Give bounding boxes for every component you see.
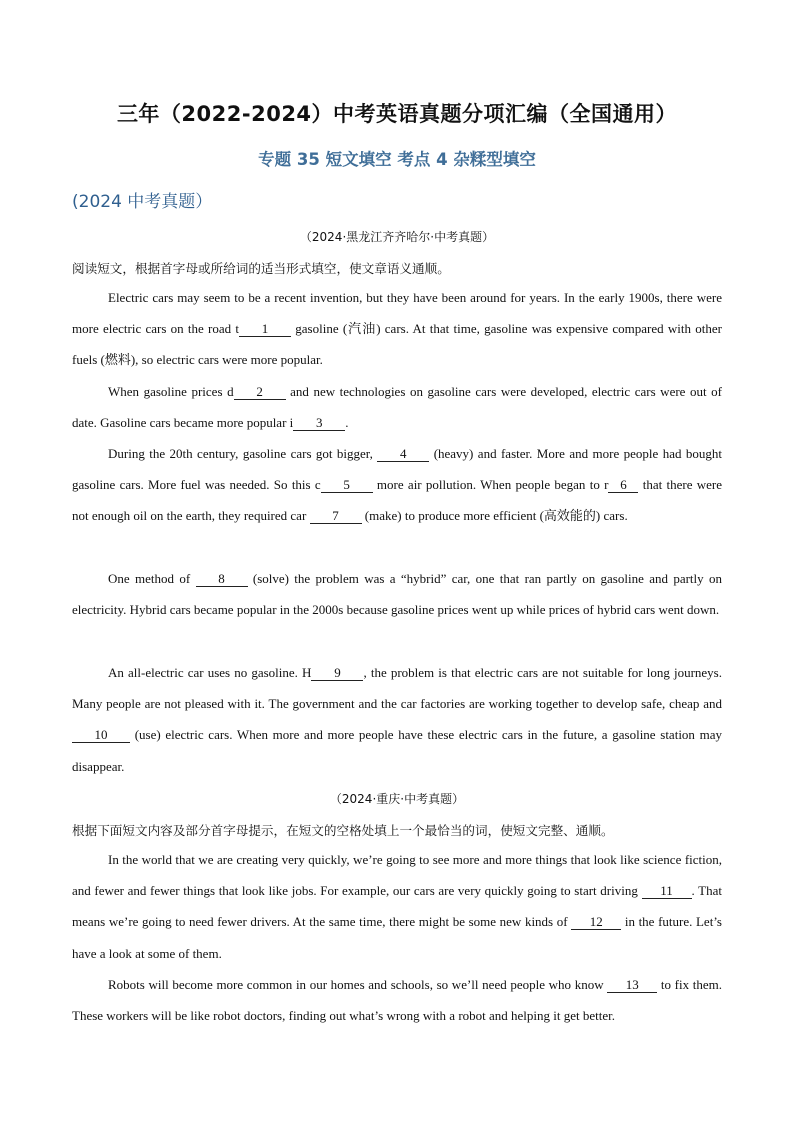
blank-2[interactable]: 2 [234,385,286,400]
document-title: 三年（2022-2024）中考英语真题分项汇编（全国通用） [116,102,678,126]
blank-7[interactable]: 7 [310,509,362,524]
blank-4[interactable]: 4 [377,447,429,462]
blank-1[interactable]: 1 [239,322,291,337]
year-heading: (2024 中考真题） [72,192,213,212]
blank-5[interactable]: 5 [321,478,373,493]
passage2-instruction: 根据下面短文内容及部分首字母提示，在短文的空格处填上一个最恰当的词，使短文完整、通顺。 [72,823,614,838]
blank-6[interactable]: 6 [608,478,638,493]
passage1-paragraph-2: When gasoline prices d 2 and new technologies on gasoline cars were developed, electric cars were out of date. Gasoline cars became more popular i 3 . [72,384,722,431]
passage1-paragraph-4: One method of 8 (solve) the problem was a “hybrid” car, one that ran partly on gasoline and partly on electricity. Hybrid cars became popular in the 2000s because gasoline prices went up while prices of hybrid cars went down. [72,571,722,618]
passage1-paragraph-3: During the 20th century, gasoline cars got bigger, 4 (heavy) and faster. More and more people had bought gasoline cars. More fuel was needed. So this c 5 more air pollution. When people began to r 6 that there were not enough oil on the earth, they required car 7 (make) to produce more efficient (高效能的) cars. [72,446,723,524]
blank-12[interactable]: 12 [571,915,621,930]
blank-13[interactable]: 13 [607,978,657,993]
passage1-paragraph-5: An all-electric car uses no gasoline. H 9 , the problem is that electric cars are not suitable for long journeys. Many people are not pleased with it. The government and the car factories are working together to develop safe, cheap and 10 (use) electric cars. When more and more people have these electric cars in the future, a gasoline station may disappear. [72,665,722,774]
blank-3[interactable]: 3 [293,416,345,431]
topic-subtitle: 专题 35 短文填空 考点 4 杂糅型填空 [258,150,536,169]
passage1-instruction: 阅读短文，根据首字母或所给词的适当形式填空，使文章语义通顺。 [72,261,450,276]
passage2-source: （2024·重庆·中考真题） [329,792,465,806]
passage2-paragraph-2: Robots will become more common in our homes and schools, so we’ll need people who know 13 to fix them. These workers will be like robot doctors, finding out what’s wrong with a robot and helping it get better. [72,977,722,1024]
blank-8[interactable]: 8 [196,572,248,587]
passage1-paragraph-1: Electric cars may seem to be a recent invention, but they have been around for years. In the early 1900s, there were more electric cars on the road t 1 gasoline (汽油) cars. At that time, gasoline was expensive compared with other fuels (燃料), so electric cars were more popular. [72,290,722,368]
blank-11[interactable]: 11 [642,884,692,899]
blank-9[interactable]: 9 [311,666,363,681]
blank-10[interactable]: 10 [72,728,130,743]
passage2-paragraph-1: In the world that we are creating very quickly, we’re going to see more and more things that look like science fiction, and fewer and fewer things that look like jobs. For example, our cars are very quickly going to start driving 11 . That means we’re going to need fewer drivers. At the same time, there might be some new kinds of 12 in the future. Let’s have a look at some of them. [72,852,722,961]
passage1-source: （2024·黑龙江齐齐哈尔·中考真题） [299,230,495,244]
